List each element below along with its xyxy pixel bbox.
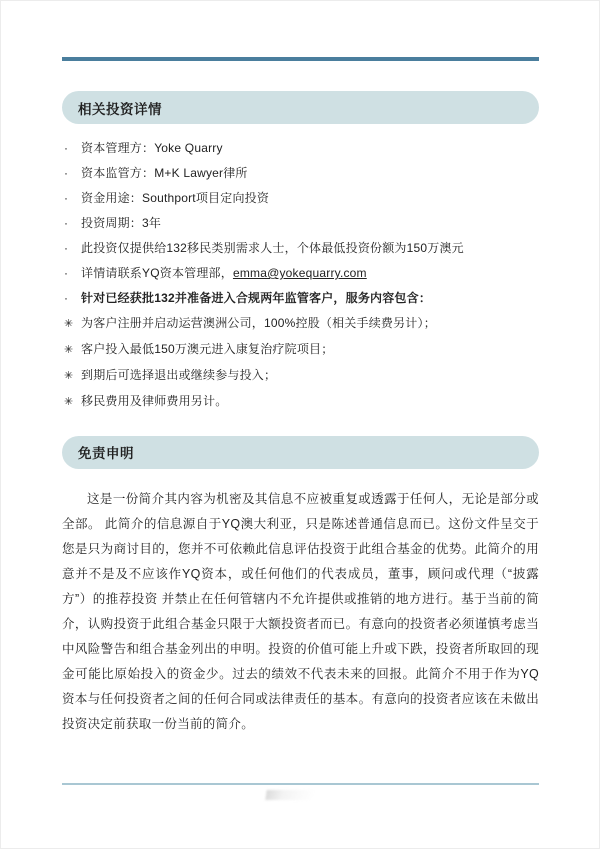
list-item [64,368,539,384]
list-item [64,394,539,410]
page-content [62,57,539,737]
list-item-text: 为客户注册并启动运营澳洲公司，100%控股（相关手续费另计）； [81,316,436,330]
list-item [64,241,539,256]
list-item [64,191,539,206]
list-item-text: 针对已经获批132并准备进入合规两年监管客户，服务内容包含： [81,291,432,305]
list-item-text: 资本监管方：M+K Lawyer律所 [81,166,248,180]
investment-details-list [62,141,539,410]
dot-bullet-icon: · [64,216,68,230]
dot-bullet-icon: · [64,166,68,180]
top-divider-rule [62,57,539,61]
dot-bullet-icon: · [64,266,68,280]
contact-text: 详情请联系YQ资本管理部， [81,266,233,280]
section-title: 相关投资详情 [78,101,162,117]
section-header-investment-details [62,91,539,124]
list-item-text: 客户投入最低150万澳元进入康复治疗院项目； [81,342,334,356]
asterisk-bullet-icon: ✳ [64,396,74,408]
list-item-text: 投资周期：3年 [81,216,162,230]
list-item-text: 到期后可选择退出或继续参与投入； [81,368,277,382]
list-item-text [81,266,539,281]
dot-bullet-icon: · [64,191,68,205]
list-item [64,316,539,332]
asterisk-bullet-icon: ✳ [64,344,74,356]
bottom-divider-rule [62,783,539,785]
asterisk-bullet-icon: ✳ [64,318,74,330]
list-item [64,342,539,358]
dot-bullet-icon: · [64,291,68,305]
list-item [64,216,539,231]
list-item-text: 移民费用及律师费用另计。 [81,394,228,408]
asterisk-bullet-icon: ✳ [64,370,74,382]
faint-footer-artifact [265,790,314,800]
list-item [64,166,539,181]
list-item-text: 此投资仅提供给132移民类别需求人士，个体最低投资份额为150万澳元 [81,241,464,255]
disclaimer-paragraph: 这是一份简介其内容为机密及其信息不应被重复或透露于任何人，无论是部分或全部。 此简介的信息源自于YQ澳大利亚，只是陈述普通信息而已。这份文件呈交于您是只为商讨目的，您并不可依赖此信息评估投资于此组合基金的优势。此简介的用意并不是及不应该作YQ资本，或任何他们的代表成员，董事，顾问或代理（“披露方”）的推荐投资 并禁止在任何管辖内不允许提供或推销的地方进行。基于当前的简介，认购投资于此组合基金只限于大额投资者而已。有意向的投资者必须谨慎考虑当中风险警告和组合基金列出的申明。投资的价值可能上升或下跌，投资者所取回的现金可能比原始投入的资金少。过去的绩效不代表未来的回报。此简介不用于作为YQ资本与任何投资者之间的任何合同或法律责任的基本。有意向的投资者应该在未做出投资决定前获取一份当前的简介。 [62,491,539,731]
section-title: 免责申明 [78,446,134,461]
dot-bullet-icon: · [64,141,68,155]
list-item-service-heading [64,291,539,306]
section-header-disclaimer [62,436,539,469]
list-item-text: 资本管理方：Yoke Quarry [81,141,223,155]
email-link[interactable]: emma@yokequarry.com [232,266,367,280]
list-item-contact [64,266,539,281]
dot-bullet-icon: · [64,241,68,255]
list-item-text: 资金用途：Southport项目定向投资 [81,191,270,205]
list-item [64,141,539,156]
